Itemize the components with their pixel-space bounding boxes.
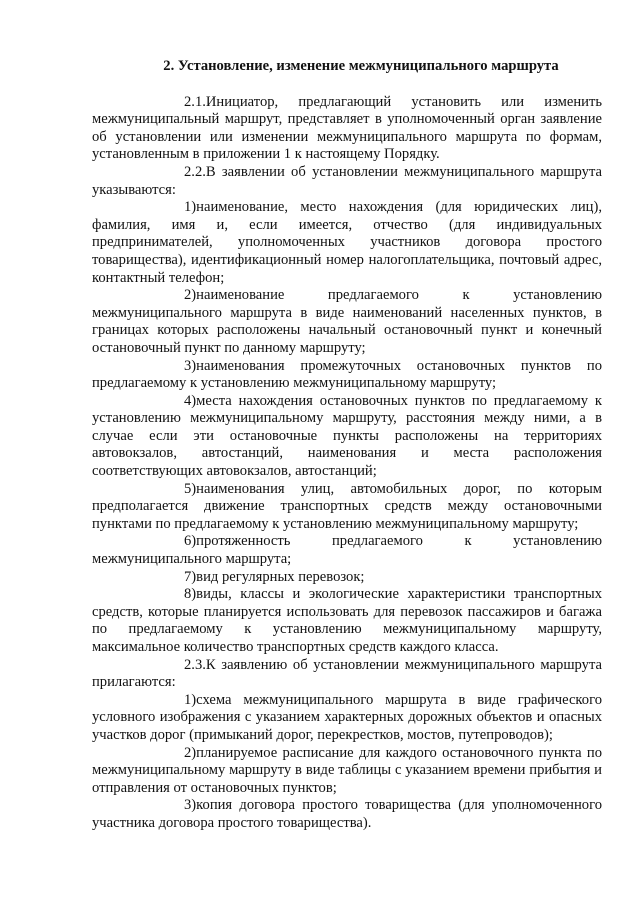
paragraph <box>92 569 602 587</box>
paragraph-number: 4) <box>184 392 197 409</box>
paragraph-number: 7) <box>184 568 197 585</box>
paragraph-text: наименование, место нахождения (для юридических лиц), фамилия, имя и, если имеется, отчество (для индивидуальных предпринимателей, уполномоченных участников договора простого товарищества), идентификационный номер налогоплательщика, почтовый адрес, контактный телефон; <box>92 199 602 286</box>
paragraph <box>92 358 602 393</box>
paragraph-text: протяженность предлагаемого к установлению межмуниципального маршрута; <box>92 533 602 568</box>
paragraph <box>92 657 602 692</box>
paragraph-text: В заявлении об установлении межмуниципального маршрута указываются: <box>92 163 602 198</box>
paragraph-text: наименования промежуточных остановочных пунктов по предлагаемому к установлению межмуниципальному маршруту; <box>92 357 602 392</box>
paragraph-list <box>92 94 602 833</box>
paragraph <box>92 393 602 481</box>
paragraph <box>92 586 602 656</box>
paragraph-number: 1) <box>184 691 197 708</box>
paragraph <box>92 481 602 534</box>
paragraph-text: планируемое расписание для каждого остановочного пункта по межмуниципальному маршруту в виде таблицы с указанием времени прибытия и отправления от остановочных пунктов; <box>92 744 602 796</box>
paragraph <box>92 287 602 357</box>
paragraph-text: места нахождения остановочных пунктов по предлагаемому к установлению межмуниципальному маршруту, расстояния между ними, а в случае если эти остановочные пункты расположены на территориях автовокзалов, автостанций, наименования и места расположения соответствующих автовокзалов, автостанций; <box>92 392 602 480</box>
paragraph-number: 3) <box>184 357 197 374</box>
paragraph-number: 6) <box>184 533 197 550</box>
paragraph <box>92 533 602 568</box>
paragraph-text: вид регулярных перевозок; <box>196 568 365 585</box>
paragraph-text: Инициатор, предлагающий установить или изменить межмуниципальный маршрут, представляет в уполномоченный орган заявление об установлении или изменении межмуниципального маршрута по формам, установленным в приложении 1 к настоящему Порядку. <box>92 93 602 163</box>
paragraph <box>92 745 602 798</box>
paragraph-text: копия договора простого товарищества (для уполномоченного участника договора простого товарищества). <box>92 797 602 831</box>
paragraph <box>92 199 602 287</box>
paragraph-text: наименования улиц, автомобильных дорог, по которым предполагается движение транспортных средств между остановочными пунктами по предлагаемому к установлению межмуниципальному маршруту; <box>92 480 602 532</box>
paragraph-text: виды, классы и экологические характеристики транспортных средств, которые планируется использовать для перевозок пассажиров и багажа по предлагаемому к установлению межмуниципальному маршруту, максимальное количество транспортных средств каждого класса. <box>92 586 602 655</box>
paragraph-number: 3) <box>184 797 197 814</box>
paragraph <box>92 797 602 832</box>
paragraph-text: наименование предлагаемого к установлению межмуниципального маршрута в виде наименований населенных пунктов, в границах которых расположены начальный остановочный пункт и конечный остановочный пункт по данному маршруту; <box>92 287 602 356</box>
paragraph <box>92 164 602 199</box>
paragraph <box>92 94 602 164</box>
paragraph-number: 2.3. <box>184 656 206 673</box>
section-title: 2. Установление, изменение межмуниципального маршрута <box>163 58 559 74</box>
paragraph-number: 2) <box>184 744 197 761</box>
document-page <box>92 58 602 833</box>
paragraph-text: схема межмуниципального маршрута в виде графического условного изображения с указанием характерных дорожных объектов и опасных участков дорог (примыканий дорог, перекрестков, мостов, путепроводов); <box>92 691 602 743</box>
paragraph-number: 2.1. <box>184 93 206 110</box>
paragraph-text: К заявлению об установлении межмуниципального маршрута прилагаются: <box>92 656 602 691</box>
paragraph-number: 1) <box>184 199 197 216</box>
paragraph-number: 2.2. <box>184 163 206 180</box>
paragraph-number: 8) <box>184 586 197 603</box>
paragraph-number: 2) <box>184 287 197 304</box>
paragraph-number: 5) <box>184 480 197 497</box>
paragraph <box>92 692 602 745</box>
